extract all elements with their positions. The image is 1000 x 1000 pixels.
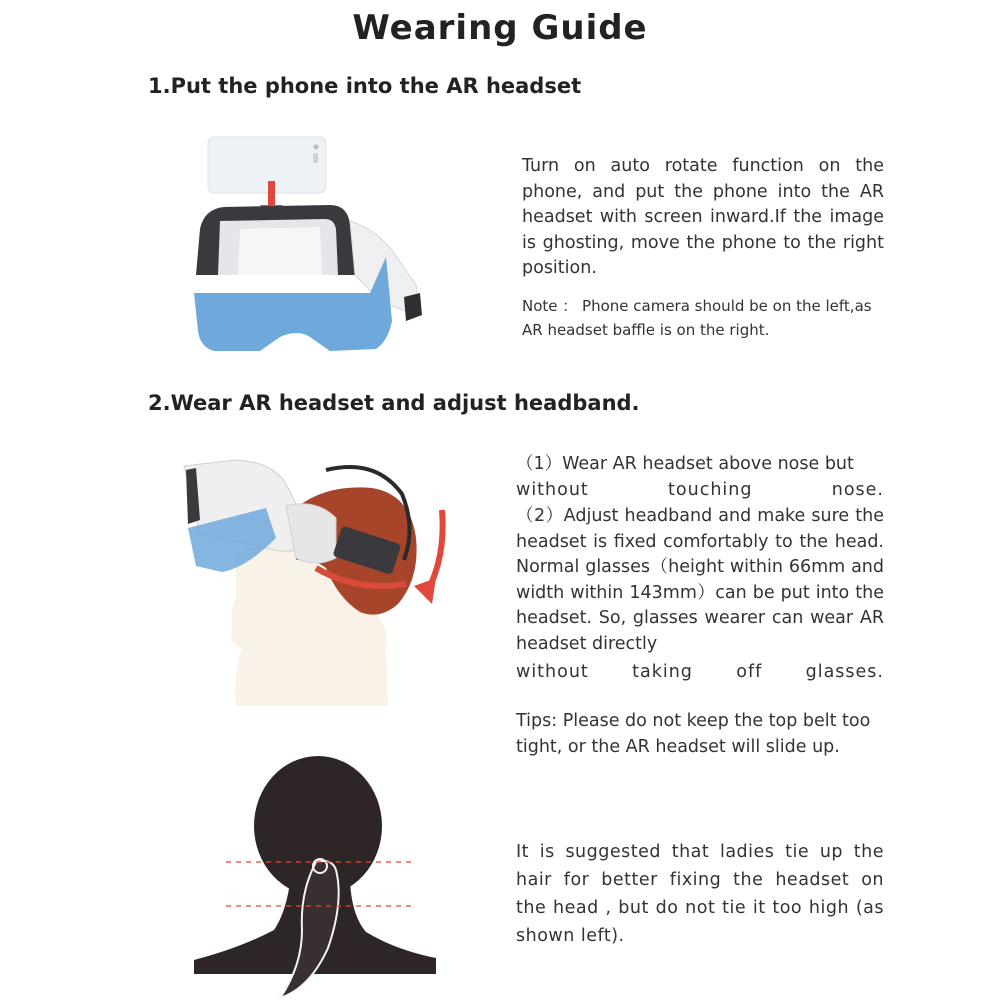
- head-wearing-illustration: [176, 448, 456, 718]
- page-title: Wearing Guide: [352, 8, 648, 48]
- step2-instruction-2-last: without taking off glasses.: [516, 662, 884, 682]
- hair-tie-illustration: [190, 752, 440, 1000]
- step2-tips: Tips: Please do not keep the top belt too tight, or the AR headset will slide up.: [516, 711, 871, 757]
- step2-instruction-1a: （1）Wear AR headset above nose but: [516, 454, 854, 474]
- hair-note: It is suggested that ladies tie up the hair for better fixing the headset on the head , but do not tie it too high (as shown left).: [516, 842, 884, 946]
- adjust-arrow-icon: [414, 510, 443, 604]
- phone-image: [208, 137, 326, 193]
- step1-description: Turn on auto rotate function on the phone, and put the phone into the AR headset with screen inward.If the image is ghosting, move the phone to the right position.: [522, 156, 884, 278]
- step2-heading: 2.Wear AR headset and adjust headband.: [148, 391, 640, 415]
- step2-instruction-2: （2）Adjust headband and make sure the headset is fixed comfortably to the head. Normal glasses（height within 66mm and width within 143mm）can be put into the headset. So, glasses wearer can wear AR headset directly: [516, 506, 884, 654]
- step1-note: Note ： Phone camera should be on the left,as AR headset baffle is on the right.: [522, 297, 872, 339]
- step1-heading: 1.Put the phone into the AR headset: [148, 74, 582, 98]
- phone-insert-illustration: [180, 125, 440, 365]
- step2-instruction-1b: without touching nose.: [516, 480, 884, 500]
